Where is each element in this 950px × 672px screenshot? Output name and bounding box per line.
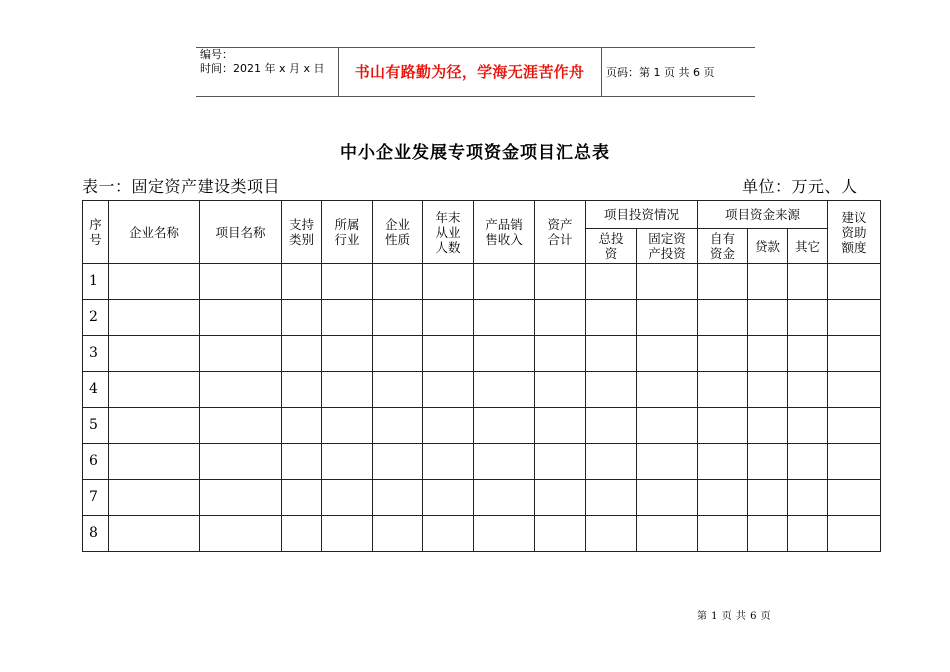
table-cell [748,444,788,480]
header-sales-revenue: 产品销 售收入 [474,201,535,264]
table-cell [373,516,423,552]
table-cell [788,300,828,336]
table-cell [586,408,637,444]
table-cell [200,264,282,300]
table-cell [109,264,200,300]
table-cell [788,480,828,516]
table-row [83,372,881,408]
document-date: 时间：2021 年 x 月 x 日 [200,62,325,75]
table-cell [474,408,535,444]
row-number: 7 [83,480,109,516]
table-cell [748,372,788,408]
table-cell [828,408,881,444]
table-cell [788,516,828,552]
table-row [83,444,881,480]
table-cell [535,300,586,336]
row-number: 2 [83,300,109,336]
table-cell [423,444,474,480]
table-cell [109,444,200,480]
table-cell [322,372,373,408]
table-cell [282,336,322,372]
table-cell [586,300,637,336]
table-cell [535,336,586,372]
row-number: 3 [83,336,109,372]
header-bottom-rule [196,96,755,97]
header-industry: 所属 行业 [322,201,373,264]
table-cell [282,372,322,408]
table-cell [637,480,698,516]
table-cell [200,300,282,336]
table-cell [373,264,423,300]
table-row [83,264,881,300]
table-cell [586,336,637,372]
table-cell [535,372,586,408]
table-cell [109,372,200,408]
row-number: 6 [83,444,109,480]
table-cell [474,300,535,336]
table-cell [698,516,748,552]
table-cell [373,300,423,336]
table-cell [322,480,373,516]
row-number: 5 [83,408,109,444]
table-cell [586,444,637,480]
table-cell [637,300,698,336]
header-funding-group: 项目资金来源 [698,201,828,229]
header-company-nature: 企业 性质 [373,201,423,264]
table-cell [828,516,881,552]
table-cell [586,264,637,300]
table-subtitle: 表一：固定资产建设类项目 [82,177,281,196]
header-page-info: 页码：第 1 页 共 6 页 [606,66,715,79]
table-cell [788,264,828,300]
table-cell [423,372,474,408]
table-cell [828,336,881,372]
table-cell [698,264,748,300]
table-cell [748,516,788,552]
table-cell [200,408,282,444]
table-cell [373,372,423,408]
table-cell [322,516,373,552]
table-cell [535,516,586,552]
header-divider [601,47,602,96]
table-cell [698,444,748,480]
table-cell [586,480,637,516]
table-cell [828,480,881,516]
header-others: 其它 [788,229,828,264]
header-fixed-asset-investment: 固定资 产投资 [637,229,698,264]
header-company-name: 企业名称 [109,201,200,264]
table-cell [200,444,282,480]
page-title: 中小企业发展专项资金项目汇总表 [340,143,610,163]
page-footer: 第 1 页 共 6 页 [697,611,772,622]
table-cell [200,480,282,516]
table-cell [373,408,423,444]
table-cell [637,372,698,408]
table-cell [200,336,282,372]
table-cell [322,444,373,480]
table-cell [282,408,322,444]
header-meta [200,48,325,76]
table-cell [474,516,535,552]
table-cell [698,408,748,444]
table-cell [200,372,282,408]
table-cell [535,444,586,480]
table-cell [788,444,828,480]
table-cell [535,408,586,444]
table-cell [282,300,322,336]
table-cell [200,516,282,552]
table-cell [282,444,322,480]
unit-label: 单位：万元、人 [742,177,858,196]
table-cell [109,336,200,372]
table-cell [748,300,788,336]
header-total-assets: 资产 合计 [535,201,586,264]
header-suggested-amount: 建议 资助 额度 [828,201,881,264]
table-cell [748,480,788,516]
table-row [83,480,881,516]
table-cell [282,264,322,300]
table-row [83,300,881,336]
table-cell [373,444,423,480]
table-cell [828,264,881,300]
table-cell [535,480,586,516]
table-cell [698,372,748,408]
table-cell [748,264,788,300]
table-cell [637,336,698,372]
table-cell [698,480,748,516]
table-cell [322,336,373,372]
summary-table [82,200,881,552]
row-number: 8 [83,516,109,552]
row-number: 1 [83,264,109,300]
header-project-name: 项目名称 [200,201,282,264]
table-cell [322,300,373,336]
table-cell [637,444,698,480]
table-cell [109,300,200,336]
table-cell [586,372,637,408]
table-row [83,516,881,552]
header-motto: 书山有路勤为径，学海无涯苦作舟 [354,63,585,81]
header-staff-count: 年末 从业 人数 [423,201,474,264]
table-cell [322,408,373,444]
table-cell [748,408,788,444]
table-cell [637,264,698,300]
row-number: 4 [83,372,109,408]
table-cell [637,516,698,552]
document-number-label: 编号： [200,48,233,61]
table-cell [282,516,322,552]
table-cell [423,336,474,372]
table-cell [474,444,535,480]
header-total-investment: 总投 资 [586,229,637,264]
table-cell [109,480,200,516]
table-cell [828,372,881,408]
table-cell [373,336,423,372]
table-cell [282,480,322,516]
table-cell [535,264,586,300]
table-cell [423,264,474,300]
table-cell [423,480,474,516]
table-cell [698,300,748,336]
table-cell [474,264,535,300]
table-cell [748,336,788,372]
table-cell [423,408,474,444]
table-cell [828,444,881,480]
table-cell [423,516,474,552]
table-cell [828,300,881,336]
table-cell [637,408,698,444]
table-cell [373,480,423,516]
table-cell [698,336,748,372]
header-investment-group: 项目投资情况 [586,201,698,229]
header-seq: 序 号 [83,201,109,264]
table-cell [586,516,637,552]
header-support-category: 支持 类别 [282,201,322,264]
header-loans: 贷款 [748,229,788,264]
table-cell [474,480,535,516]
table-cell [474,372,535,408]
table-cell [474,336,535,372]
table-cell [109,516,200,552]
table-cell [423,300,474,336]
header-self-funds: 自有 资金 [698,229,748,264]
table-cell [788,408,828,444]
table-cell [788,372,828,408]
table-row [83,408,881,444]
table-cell [788,336,828,372]
table-cell [109,408,200,444]
table-cell [322,264,373,300]
table-row [83,336,881,372]
